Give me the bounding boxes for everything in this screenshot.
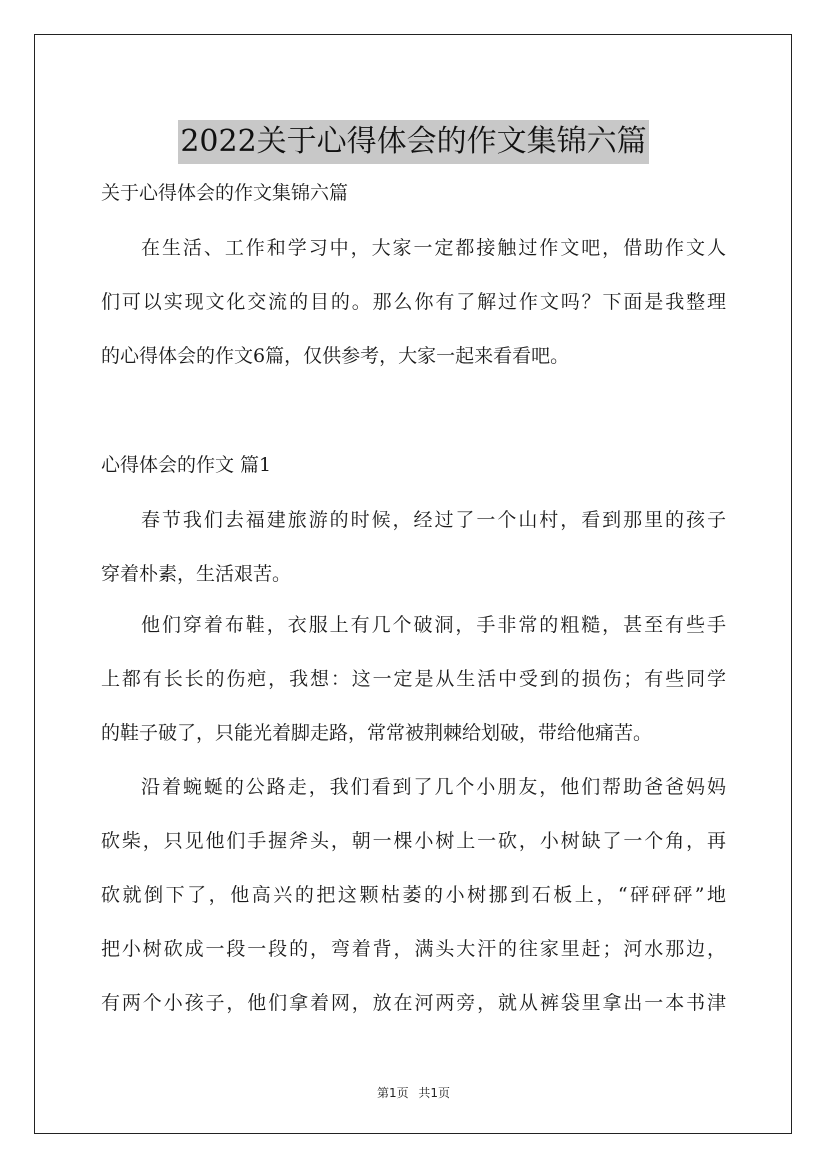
paragraph-line: 砍就倒下了，他高兴的把这颗枯萎的小树挪到石板上，“砰砰砰”地 bbox=[101, 884, 726, 906]
paragraph-line: 有两个小孩子，他们拿着网，放在河两旁，就从裤袋里拿出一本书津 bbox=[101, 992, 726, 1014]
intro-line: 的心得体会的作文6篇，仅供参考，大家一起来看看吧。 bbox=[101, 345, 570, 367]
intro-line: 在生活、工作和学习中，大家一定都接触过作文吧，借助作文人 bbox=[141, 237, 726, 259]
paragraph-line: 春节我们去福建旅游的时候，经过了一个山村，看到那里的孩子 bbox=[141, 509, 726, 531]
paragraph-line: 沿着蜿蜒的公路走，我们看到了几个小朋友，他们帮助爸爸妈妈 bbox=[141, 776, 726, 798]
intro-line: 们可以实现文化交流的目的。那么你有了解过作文吗？下面是我整理 bbox=[101, 291, 726, 313]
page-total: 共1页 bbox=[418, 1086, 451, 1100]
page-number: 第1页 bbox=[376, 1086, 409, 1100]
paragraph-line: 的鞋子破了，只能光着脚走路，常常被荆棘给划破，带给他痛苦。 bbox=[101, 722, 653, 744]
paragraph-line: 把小树砍成一段一段的，弯着背，满头大汗的往家里赶；河水那边， bbox=[101, 938, 726, 960]
intro-paragraph bbox=[101, 221, 726, 383]
paragraph-line: 穿着朴素，生活艰苦。 bbox=[101, 563, 292, 585]
section-heading: 心得体会的作文 篇1 bbox=[101, 454, 272, 476]
title-container bbox=[0, 100, 827, 184]
body-paragraph-3 bbox=[101, 760, 726, 1030]
paragraph-line: 砍柴，只见他们手握斧头，朝一棵小树上一砍，小树缺了一个角，再 bbox=[101, 830, 726, 852]
document-subtitle: 关于心得体会的作文集锦六篇 bbox=[101, 182, 349, 204]
paragraph-line: 上都有长长的伤疤，我想：这一定是从生活中受到的损伤；有些同学 bbox=[101, 668, 726, 690]
paragraph-line: 他们穿着布鞋，衣服上有几个破洞，手非常的粗糙，甚至有些手 bbox=[141, 614, 726, 636]
document-title: 2022关于心得体会的作文集锦六篇 bbox=[178, 120, 648, 164]
body-paragraph-2 bbox=[101, 598, 726, 760]
page-footer bbox=[0, 1084, 827, 1101]
body-paragraph-1 bbox=[101, 493, 726, 601]
